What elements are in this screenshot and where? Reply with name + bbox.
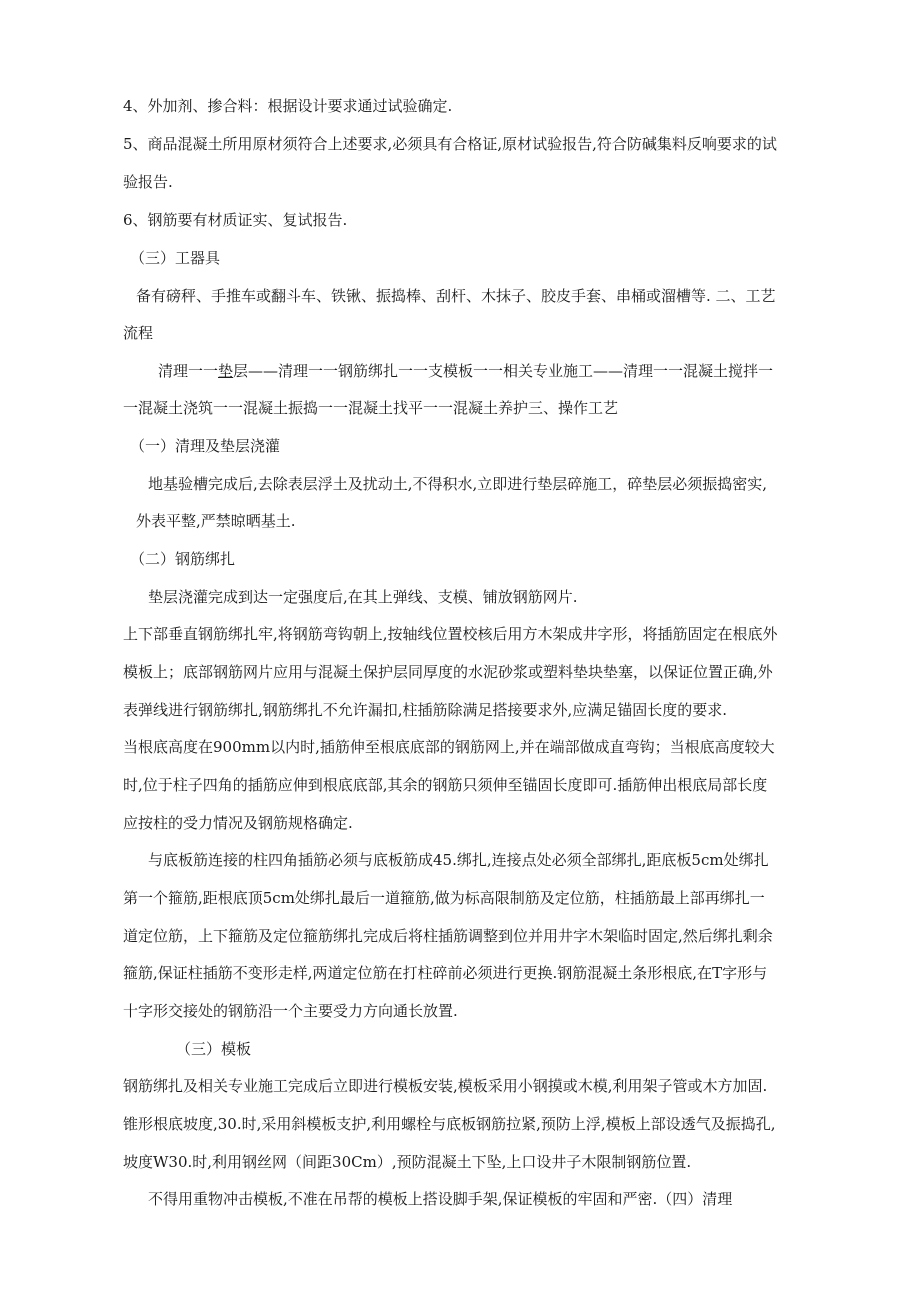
text-line: 钢筋绑扎及相关专业施工完成后立即进行模板安装,模板采用小钢摸或木模,利用架子管或木方加固. bbox=[123, 1077, 768, 1095]
text-line: 模板上；底部钢筋网片应用与混凝土保护层同厚度的水泥砂浆或塑料垫块垫塞，以保证位置正确,外 bbox=[123, 663, 773, 681]
text-line: 流程 bbox=[123, 324, 154, 342]
text-line: 5、商品混凝土所用原材须符合上述要求,必须具有合格证,原材试验报告,符合防碱集料反响要求的试 bbox=[123, 135, 777, 153]
text-line: 与底板筋连接的柱四角插筋必须与底板筋成45.绑扎,连接点处必须全部绑扎,距底板5cm处绑扎 bbox=[148, 851, 769, 869]
text-span: 层——清理一一钢筋绑扎一一支模板一一相关专业施工——清理一一混凝土搅拌一 bbox=[233, 362, 774, 380]
underlined-text: 垫 bbox=[218, 362, 234, 380]
text-line: 备有磅秤、手推车或翻斗车、铁锹、振捣棒、刮杆、木抹子、胶皮手套、串桶或溜槽等. 二、工艺 bbox=[136, 287, 776, 305]
text-line: 应按柱的受力情况及钢筋规格确定. bbox=[123, 814, 353, 832]
section-heading: （一）清理及垫层浇灌 bbox=[130, 437, 281, 455]
text-line: 时,位于柱子四角的插筋应伸到根底底部,其余的钢筋只须伸至锚固长度即可.插筋伸出根底局部长度 bbox=[123, 776, 768, 794]
process-flow-line bbox=[158, 361, 773, 381]
text-line: 箍筋,保证柱插筋不变形走样,两道定位筋在打柱碎前必须进行更换.钢筋混凝土条形根底,在T字形与 bbox=[123, 964, 768, 982]
text-line: 上下部垂直钢筋绑扎牢,将钢筋弯钩朝上,按轴线位置校核后用方木架成井字形，将插筋固定在根底外 bbox=[123, 625, 778, 643]
text-line: 锥形根底坡度,30.时,采用斜模板支护,利用螺栓与底板钢筋拉紧,预防上浮,模板上部设透气及振捣孔, bbox=[123, 1115, 776, 1133]
text-line: 十字形交接处的钢筋沿一个主要受力方向通长放置. bbox=[123, 1002, 458, 1020]
text-line: 外表平整,严禁晾晒基土. bbox=[136, 512, 296, 530]
section-heading: （三）工器具 bbox=[130, 249, 221, 267]
text-line: 表弹线进行钢筋绑扎,钢筋绑扎不允许漏扣,柱插筋除满足搭接要求外,应满足锚固长度的要求. bbox=[123, 701, 728, 719]
text-line: 地基验槽完成后,去除表层浮土及扰动土,不得积水,立即进行垫层碎施工，碎垫层必须振捣密实, bbox=[148, 475, 768, 493]
text-line: 一混凝土浇筑一一混凝土振捣一一混凝土找平一一混凝土养护三、操作工艺 bbox=[123, 399, 619, 417]
text-span: 清理一一 bbox=[158, 362, 219, 380]
text-line: 第一个箍筋,距根底顶5cm处绑扎最后一道箍筋,做为标高限制筋及定位筋，柱插筋最上部再绑扎一 bbox=[123, 889, 765, 907]
text-line: 验报告. bbox=[123, 173, 173, 191]
text-line: 垫层浇灌完成到达一定强度后,在其上弹线、支模、铺放钢筋网片. bbox=[148, 588, 578, 606]
text-line: 6、钢筋要有材质证实、复试报告. bbox=[123, 211, 348, 229]
section-heading: （二）钢筋绑扎 bbox=[130, 550, 236, 568]
text-line: 不得用重物冲击模板,不准在吊帮的模板上搭设脚手架,保证模板的牢固和严密.（四）清理 bbox=[148, 1190, 733, 1208]
text-line: 坡度W30.时,利用钢丝网（间距30Cm）,预防混凝土下坠,上口设井子木限制钢筋位置. bbox=[123, 1153, 692, 1171]
text-line: 道定位筋，上下箍筋及定位箍筋绑扎完成后将柱插筋调整到位并用井字木架临时固定,然后绑扎剩余 bbox=[123, 927, 773, 945]
section-heading: （三）模板 bbox=[176, 1040, 252, 1058]
text-line: 4、外加剂、掺合料：根据设计要求通过试验确定. bbox=[123, 97, 453, 115]
text-line: 当根底高度在900mm以内时,插筋伸至根底底部的钢筋网上,并在端部做成直弯钩；当根底高度较大 bbox=[123, 738, 775, 756]
